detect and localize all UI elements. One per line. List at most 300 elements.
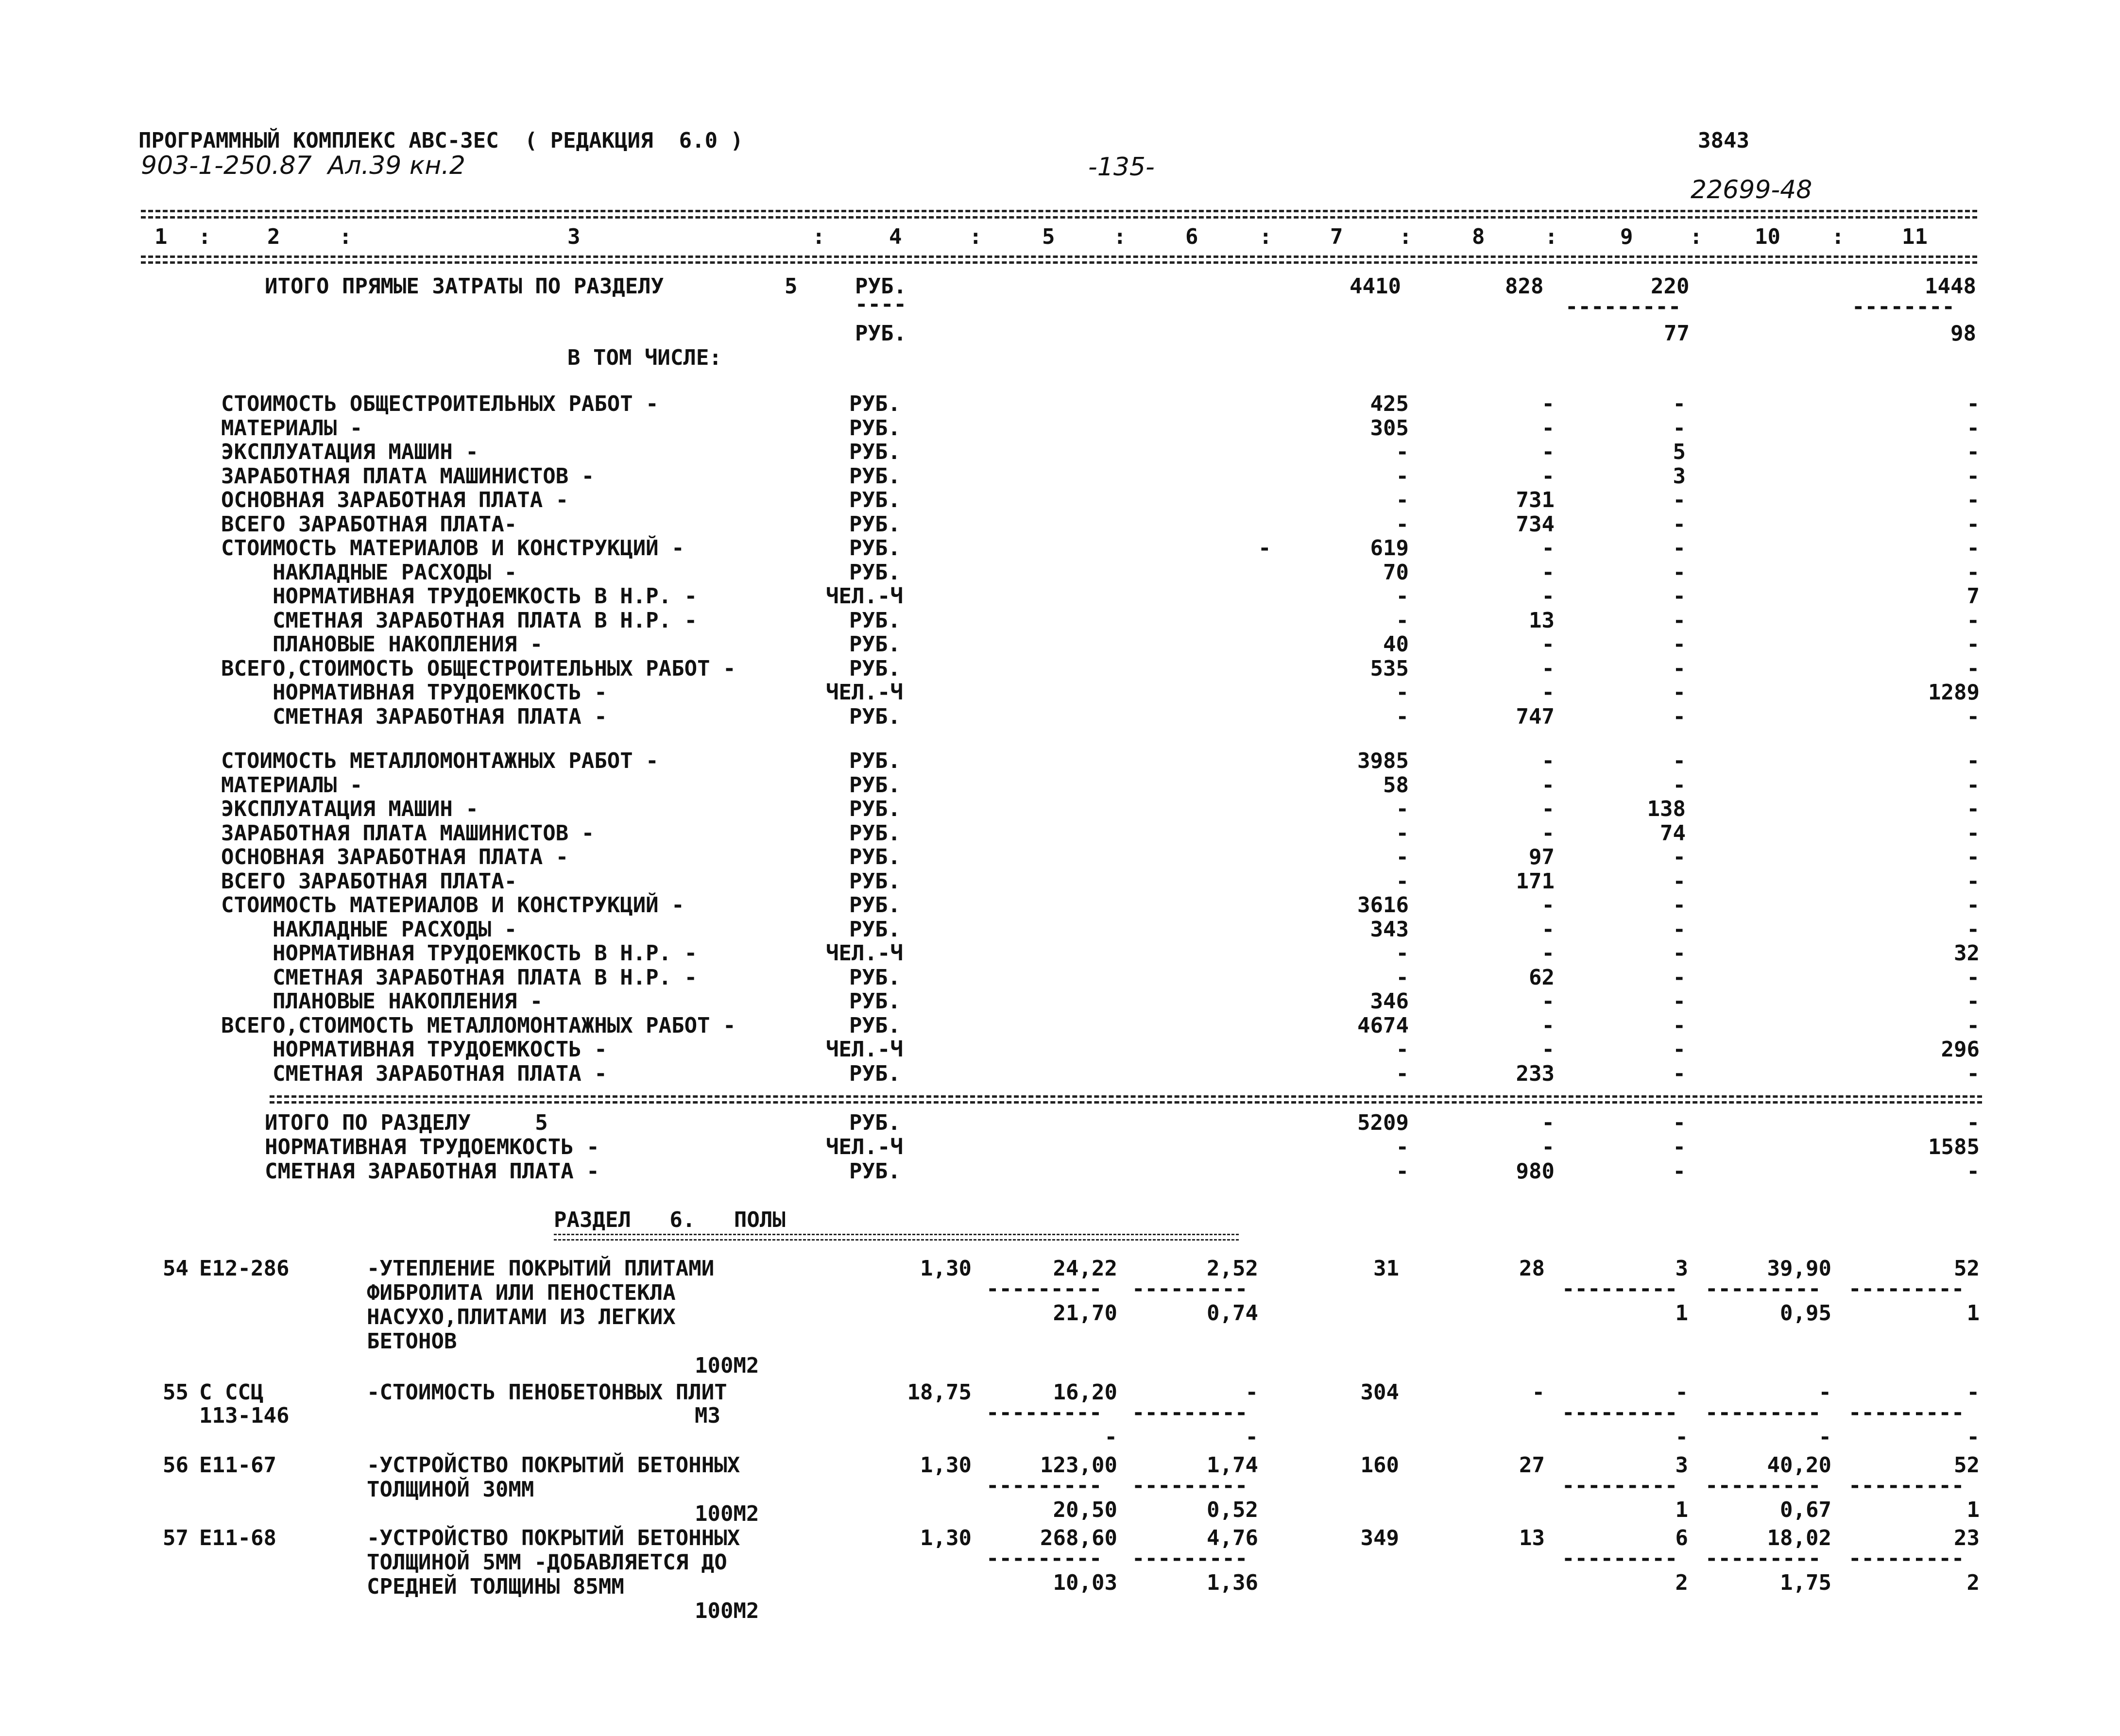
section-6-title: РАЗДЕЛ 6. ПОЛЫ: [554, 1208, 786, 1232]
row-c11: -: [1966, 1110, 1980, 1135]
item-c5: 16,20: [1053, 1380, 1117, 1405]
row-c11: -: [1966, 560, 1980, 585]
row-unit: РУБ.: [849, 1061, 901, 1086]
item-c5: 123,00: [1040, 1453, 1117, 1478]
col-sep: :: [1545, 224, 1558, 249]
item-description: -УСТРОЙСТВО ПОКРЫТИЙ БЕТОННЫХ: [367, 1526, 740, 1550]
row-unit: РУБ.: [849, 772, 901, 798]
dash-c11: ---------: [1848, 1546, 1965, 1571]
top-rule-2: [141, 216, 1977, 219]
item-code: Е11-68: [199, 1526, 276, 1550]
row-c11: -: [1966, 772, 1980, 798]
item-c10: 40,20: [1767, 1453, 1831, 1478]
row-c7: -: [1396, 608, 1409, 633]
section-total-unit: РУБ.: [855, 274, 906, 299]
row-c8: -: [1541, 463, 1555, 489]
row-label: ВСЕГО ЗАРАБОТНАЯ ПЛАТА-: [221, 511, 517, 537]
including-label: В ТОМ ЧИСЛЕ:: [567, 345, 722, 370]
item-number: 57: [163, 1526, 188, 1550]
item-description: ТОЛЩИНОЙ 30ММ: [367, 1477, 534, 1502]
row-c8: -: [1541, 893, 1555, 918]
row-c7: -: [1396, 965, 1409, 990]
row-c11: -: [1966, 845, 1980, 869]
row-label: МАТЕРИАЛЫ -: [221, 772, 363, 798]
row-unit: РУБ.: [849, 1013, 901, 1038]
item-unit: 100М2: [695, 1353, 759, 1378]
row-c7: 535: [1370, 656, 1409, 681]
row-c8: -: [1541, 1135, 1555, 1159]
row-c11: -: [1966, 868, 1980, 894]
item-c10: -: [1818, 1380, 1831, 1405]
item-c4: 1,30: [920, 1526, 972, 1550]
col-sep: :: [1399, 224, 1412, 249]
item-c4: 18,75: [907, 1380, 972, 1405]
item-number: 55: [163, 1380, 188, 1405]
row-c11: -: [1966, 820, 1980, 846]
section-6-underline: [554, 1234, 1239, 1241]
row-label: СТОИМОСТЬ МЕТАЛЛОМОНТАЖНЫХ РАБОТ -: [221, 749, 659, 773]
row-c7: -: [1396, 511, 1409, 537]
c9-separator: ---------: [1565, 294, 1681, 319]
row-c11: -: [1966, 965, 1980, 990]
row-c7: 343: [1370, 917, 1409, 942]
row-label: СМЕТНАЯ ЗАРАБОТНАЯ ПЛАТА В Н.Р. -: [221, 965, 698, 990]
c11-separator: --------: [1852, 294, 1955, 319]
item-c5b: -: [1104, 1425, 1117, 1449]
col-10: 10: [1755, 224, 1780, 249]
item-code: Е11-67: [199, 1453, 276, 1478]
item-c11b: 2: [1966, 1570, 1980, 1595]
row-c8: -: [1541, 536, 1555, 561]
row-c7: 346: [1370, 989, 1409, 1014]
section-total-c11b: 98: [1950, 321, 1976, 346]
row-c7: 70: [1383, 560, 1409, 585]
item-description: СРЕДНЕЙ ТОЛЩИНЫ 85ММ: [367, 1574, 624, 1599]
dash-c6: ---------: [1132, 1400, 1248, 1425]
item-c9: 3: [1675, 1256, 1688, 1281]
row-c7: -: [1396, 1159, 1409, 1184]
row-label: СМЕТНАЯ ЗАРАБОТНАЯ ПЛАТА -: [265, 1159, 599, 1184]
dash-c11: ---------: [1848, 1473, 1965, 1498]
row-label: ЗАРАБОТНАЯ ПЛАТА МАШИНИСТОВ -: [221, 820, 595, 846]
item-number: 54: [163, 1256, 188, 1281]
row-unit: РУБ.: [849, 511, 901, 537]
row-c11: -: [1966, 893, 1980, 918]
row-c11: -: [1966, 391, 1980, 416]
item-c6: 2,52: [1207, 1256, 1258, 1281]
row-c8: -: [1541, 917, 1555, 942]
row-c11: 296: [1941, 1037, 1980, 1062]
section-total-unit-2: РУБ.: [855, 321, 906, 346]
sheet-number: 3843: [1698, 128, 1749, 153]
header-rule: [141, 255, 1977, 258]
row-c11: -: [1966, 797, 1980, 821]
row-unit: РУБ.: [849, 868, 901, 894]
section-total-label: ИТОГО ПРЯМЫЕ ЗАТРАТЫ ПО РАЗДЕЛУ: [265, 274, 664, 299]
row-c9: -: [1673, 917, 1686, 942]
row-c9: -: [1673, 536, 1686, 561]
row-unit: РУБ.: [849, 749, 901, 773]
row-c9: -: [1673, 1061, 1686, 1086]
col-9: 9: [1620, 224, 1633, 249]
row-label: НОРМАТИВНАЯ ТРУДОЕМКОСТЬ -: [221, 1037, 607, 1062]
row-unit: РУБ.: [849, 893, 901, 918]
row-label: СМЕТНАЯ ЗАРАБОТНАЯ ПЛАТА -: [221, 1061, 607, 1086]
col-8: 8: [1472, 224, 1485, 249]
row-c7: -: [1396, 820, 1409, 846]
row-c8: -: [1541, 440, 1555, 464]
row-c7: -: [1396, 488, 1409, 512]
page-number: -135-: [1088, 153, 1155, 182]
row-c7: 3985: [1357, 749, 1409, 773]
row-c9: -: [1673, 989, 1686, 1014]
row-c9: -: [1673, 1037, 1686, 1062]
row-unit: РУБ.: [849, 845, 901, 869]
dash-c10: ---------: [1705, 1400, 1821, 1425]
row-c8: -: [1541, 989, 1555, 1014]
row-c8: -: [1541, 1013, 1555, 1038]
item-c4: 1,30: [920, 1256, 972, 1281]
row-c9: -: [1673, 1135, 1686, 1159]
col-1: 1: [154, 224, 168, 249]
item-c11: 52: [1954, 1453, 1980, 1478]
item-c11: 52: [1954, 1256, 1980, 1281]
item-c5: 268,60: [1040, 1526, 1117, 1550]
item-description: ФИБРОЛИТА ИЛИ ПЕНОСТЕКЛА: [367, 1280, 676, 1305]
item-c8: 28: [1519, 1256, 1545, 1281]
row-c11: -: [1966, 463, 1980, 489]
row-c7: -: [1396, 868, 1409, 894]
section-total-number: 5: [785, 274, 798, 299]
row-label: ЗАРАБОТНАЯ ПЛАТА МАШИНИСТОВ -: [221, 463, 595, 489]
item-c9b: -: [1675, 1425, 1688, 1449]
section-total-c9b: 77: [1664, 321, 1690, 346]
row-label: СТОИМОСТЬ МАТЕРИАЛОВ И КОНСТРУКЦИЙ -: [221, 536, 684, 561]
item-c11b: 1: [1966, 1498, 1980, 1522]
row-unit: РУБ.: [849, 989, 901, 1014]
item-c9: 6: [1675, 1526, 1688, 1550]
row-c8: -: [1541, 680, 1555, 705]
row-c8: -: [1541, 772, 1555, 798]
dash-c9: ---------: [1562, 1276, 1678, 1301]
row-c11: -: [1966, 704, 1980, 729]
row-c8: 13: [1529, 608, 1555, 633]
item-c9b: 2: [1675, 1570, 1688, 1595]
row-c11: 1289: [1928, 680, 1980, 705]
row-c9: 74: [1660, 820, 1686, 846]
row-c11: -: [1966, 917, 1980, 942]
dash-c9: ---------: [1562, 1546, 1678, 1571]
row-c7: -: [1396, 845, 1409, 869]
row-c9: -: [1673, 704, 1686, 729]
item-c9b: 1: [1675, 1498, 1688, 1522]
item-description: -УТЕПЛЕНИЕ ПОКРЫТИЙ ПЛИТАМИ: [367, 1256, 715, 1281]
row-label: СТОИМОСТЬ ОБЩЕСТРОИТЕЛЬНЫХ РАБОТ -: [221, 391, 659, 416]
row-c8: 171: [1516, 868, 1555, 894]
col-sep: :: [812, 224, 825, 249]
row-c9: 5: [1673, 440, 1686, 464]
col-7: 7: [1330, 224, 1343, 249]
row-label: НОРМАТИВНАЯ ТРУДОЕМКОСТЬ -: [265, 1135, 599, 1159]
item-c11: -: [1966, 1380, 1980, 1405]
row-c8: -: [1541, 584, 1555, 609]
dash-c6: ---------: [1132, 1546, 1248, 1571]
program-line: ПРОГРАММНЫЙ КОМПЛЕКС АВС-ЗЕС ( РЕДАКЦИЯ 6.0 ): [138, 128, 744, 153]
item-c7: 304: [1360, 1380, 1399, 1405]
row-c9: -: [1673, 1013, 1686, 1038]
dash-c10: ---------: [1705, 1473, 1821, 1498]
row-label: ВСЕГО,СТОИМОСТЬ ОБЩЕСТРОИТЕЛЬНЫХ РАБОТ -: [221, 656, 736, 681]
row-unit: РУБ.: [849, 1110, 901, 1135]
item-c7: 31: [1373, 1256, 1399, 1281]
row-unit: ЧЕЛ.-Ч: [826, 584, 903, 609]
row-c9: -: [1673, 560, 1686, 585]
item-c6: 1,74: [1207, 1453, 1258, 1478]
row-c9: -: [1673, 608, 1686, 633]
item-c9b: 1: [1675, 1301, 1688, 1326]
item-c5b: 21,70: [1053, 1301, 1117, 1326]
dash-c11: ---------: [1848, 1400, 1965, 1425]
row-c8: -: [1541, 1037, 1555, 1062]
item-c11b: -: [1966, 1425, 1980, 1449]
row-unit: РУБ.: [849, 440, 901, 464]
item-c7: 349: [1360, 1526, 1399, 1550]
row-c11: -: [1966, 656, 1980, 681]
row-c7: -: [1396, 463, 1409, 489]
item-description: -СТОИМОСТЬ ПЕНОБЕТОНВЫХ ПЛИТ: [367, 1380, 727, 1405]
row-c9: -: [1673, 1159, 1686, 1184]
row-c9: -: [1673, 680, 1686, 705]
summary-rule: [270, 1095, 1982, 1098]
item-unit: 100М2: [695, 1501, 759, 1526]
item-description: НАСУХО,ПЛИТАМИ ИЗ ЛЕГКИХ: [367, 1305, 676, 1329]
item-code: Е12-286: [199, 1256, 290, 1281]
row-unit: РУБ.: [849, 488, 901, 512]
row-unit: РУБ.: [849, 965, 901, 990]
row-c8: -: [1541, 656, 1555, 681]
row-c9: 3: [1673, 463, 1686, 489]
dash-c9: ---------: [1562, 1473, 1678, 1498]
row-c9: -: [1673, 632, 1686, 657]
row-c7: 305: [1370, 415, 1409, 441]
row-c8: -: [1541, 941, 1555, 966]
row-label: НОРМАТИВНАЯ ТРУДОЕМКОСТЬ В Н.Р. -: [221, 584, 698, 609]
row-c11: -: [1966, 989, 1980, 1014]
row-c7: -: [1396, 440, 1409, 464]
row-c9: -: [1673, 1110, 1686, 1135]
row-c9: -: [1673, 584, 1686, 609]
row-unit: РУБ.: [849, 391, 901, 416]
row-unit: ЧЕЛ.-Ч: [826, 680, 903, 705]
row-c11: -: [1966, 1159, 1980, 1184]
row-c9: -: [1673, 941, 1686, 966]
order-number: 22699-48: [1691, 175, 1812, 204]
top-rule: [141, 210, 1977, 212]
row-c7: 5209: [1357, 1110, 1409, 1135]
row-c7: 425: [1370, 391, 1409, 416]
item-c11: 23: [1954, 1526, 1980, 1550]
col-4: 4: [889, 224, 902, 249]
row-c8: -: [1541, 797, 1555, 821]
item-c7: 160: [1360, 1453, 1399, 1478]
row-c9: -: [1673, 965, 1686, 990]
row-label: ПЛАНОВЫЕ НАКОПЛЕНИЯ -: [221, 989, 543, 1014]
item-c9: -: [1675, 1380, 1688, 1405]
dash-c5: ---------: [986, 1473, 1102, 1498]
row-unit: РУБ.: [849, 656, 901, 681]
unit-underline: ----: [855, 292, 906, 317]
row-c7: -: [1396, 1037, 1409, 1062]
dash-c6: ---------: [1132, 1276, 1248, 1301]
row-c7: 40: [1383, 632, 1409, 657]
item-unit: М3: [695, 1403, 720, 1428]
item-c6: -: [1245, 1380, 1258, 1405]
item-c9: 3: [1675, 1453, 1688, 1478]
document-reference: 903-1-250.87 Ал.39 кн.2: [141, 151, 465, 180]
row-label: НОРМАТИВНАЯ ТРУДОЕМКОСТЬ -: [221, 680, 607, 705]
item-c5: 24,22: [1053, 1256, 1117, 1281]
row-unit: РУБ.: [849, 704, 901, 729]
row-c8: 747: [1516, 704, 1555, 729]
row-c9: -: [1673, 656, 1686, 681]
col-3: 3: [567, 224, 581, 249]
col-sep: :: [198, 224, 211, 249]
dash-c5: ---------: [986, 1546, 1102, 1571]
item-unit: 100М2: [695, 1599, 759, 1623]
row-c6: -: [1258, 536, 1271, 561]
item-code-2: 113-146: [199, 1403, 290, 1428]
item-c10b: 0,67: [1780, 1498, 1831, 1522]
item-c10: 18,02: [1767, 1526, 1831, 1550]
row-label: НАКЛАДНЫЕ РАСХОДЫ -: [221, 560, 517, 585]
row-c11: -: [1966, 1013, 1980, 1038]
row-unit: РУБ.: [849, 632, 901, 657]
row-c11: -: [1966, 440, 1980, 464]
dash-c10: ---------: [1705, 1546, 1821, 1571]
col-sep: :: [1831, 224, 1845, 249]
dash-c6: ---------: [1132, 1473, 1248, 1498]
row-unit: РУБ.: [849, 415, 901, 441]
section-total-c7: 4410: [1350, 274, 1401, 299]
dash-c5: ---------: [986, 1400, 1102, 1425]
item-c8: 13: [1519, 1526, 1545, 1550]
item-c6b: -: [1245, 1425, 1258, 1449]
row-c8: 731: [1516, 488, 1555, 512]
row-c9: -: [1673, 893, 1686, 918]
row-c7: -: [1396, 1135, 1409, 1159]
col-sep: :: [1113, 224, 1127, 249]
row-c7: 4674: [1357, 1013, 1409, 1038]
dash-c11: ---------: [1848, 1276, 1965, 1301]
col-5: 5: [1042, 224, 1055, 249]
row-unit: РУБ.: [849, 797, 901, 821]
row-unit: РУБ.: [849, 560, 901, 585]
row-c8: -: [1541, 560, 1555, 585]
item-c6: 4,76: [1207, 1526, 1258, 1550]
row-label: СМЕТНАЯ ЗАРАБОТНАЯ ПЛАТА В Н.Р. -: [221, 608, 698, 633]
item-description: -УСТРОЙСТВО ПОКРЫТИЙ БЕТОННЫХ: [367, 1453, 740, 1478]
row-label: ОСНОВНАЯ ЗАРАБОТНАЯ ПЛАТА -: [221, 488, 569, 512]
item-number: 56: [163, 1453, 188, 1478]
item-c10b: 1,75: [1780, 1570, 1831, 1595]
row-label: НАКЛАДНЫЕ РАСХОДЫ -: [221, 917, 517, 942]
row-c11: -: [1966, 415, 1980, 441]
row-c8: 734: [1516, 511, 1555, 537]
row-c7: -: [1396, 1061, 1409, 1086]
item-c8: -: [1532, 1380, 1545, 1405]
row-c7: -: [1396, 704, 1409, 729]
row-c9: -: [1673, 749, 1686, 773]
dash-c10: ---------: [1705, 1276, 1821, 1301]
item-c6b: 1,36: [1207, 1570, 1258, 1595]
row-unit: РУБ.: [849, 917, 901, 942]
row-unit: ЧЕЛ.-Ч: [826, 941, 903, 966]
row-c9: 138: [1647, 797, 1686, 821]
row-unit: РУБ.: [849, 608, 901, 633]
row-unit: РУБ.: [849, 463, 901, 489]
row-unit: ЧЕЛ.-Ч: [826, 1135, 903, 1159]
row-c7: -: [1396, 584, 1409, 609]
col-6: 6: [1185, 224, 1198, 249]
row-c7: -: [1396, 797, 1409, 821]
item-c10: 39,90: [1767, 1256, 1831, 1281]
row-label: НОРМАТИВНАЯ ТРУДОЕМКОСТЬ В Н.Р. -: [221, 941, 698, 966]
row-unit: РУБ.: [849, 820, 901, 846]
row-c11: -: [1966, 632, 1980, 657]
item-description: БЕТОНОВ: [367, 1329, 457, 1354]
row-c9: -: [1673, 488, 1686, 512]
row-label: СТОИМОСТЬ МАТЕРИАЛОВ И КОНСТРУКЦИЙ -: [221, 893, 684, 918]
item-c10b: 0,95: [1780, 1301, 1831, 1326]
row-c7: 619: [1370, 536, 1409, 561]
row-c8: 62: [1529, 965, 1555, 990]
row-label: ПЛАНОВЫЕ НАКОПЛЕНИЯ -: [221, 632, 543, 657]
row-label: ИТОГО ПО РАЗДЕЛУ 5: [265, 1110, 548, 1135]
item-code: С ССЦ: [199, 1380, 264, 1405]
item-c4: 1,30: [920, 1453, 972, 1478]
dash-c5: ---------: [986, 1276, 1102, 1301]
dash-c9: ---------: [1562, 1400, 1678, 1425]
row-c9: -: [1673, 511, 1686, 537]
row-c11: 1585: [1928, 1135, 1980, 1159]
row-c9: -: [1673, 391, 1686, 416]
row-c11: -: [1966, 536, 1980, 561]
row-c11: -: [1966, 511, 1980, 537]
row-label: МАТЕРИАЛЫ -: [221, 415, 363, 441]
col-sep: :: [969, 224, 982, 249]
row-c8: -: [1541, 391, 1555, 416]
col-sep: :: [339, 224, 352, 249]
item-c5b: 20,50: [1053, 1498, 1117, 1522]
item-c8: 27: [1519, 1453, 1545, 1478]
row-c8: -: [1541, 749, 1555, 773]
item-c6b: 0,52: [1207, 1498, 1258, 1522]
row-label: ЭКСПЛУАТАЦИЯ МАШИН -: [221, 797, 479, 821]
row-c8: -: [1541, 632, 1555, 657]
col-11: 11: [1902, 224, 1928, 249]
row-c8: 980: [1516, 1159, 1555, 1184]
row-c7: 3616: [1357, 893, 1409, 918]
row-label: ОСНОВНАЯ ЗАРАБОТНАЯ ПЛАТА -: [221, 845, 569, 869]
row-c9: -: [1673, 868, 1686, 894]
section-total-c9: 220: [1651, 274, 1690, 299]
row-c7: -: [1396, 680, 1409, 705]
row-c7: -: [1396, 941, 1409, 966]
row-c8: -: [1541, 1110, 1555, 1135]
section-total-c11: 1448: [1925, 274, 1976, 299]
row-c9: -: [1673, 415, 1686, 441]
col-2: 2: [267, 224, 280, 249]
